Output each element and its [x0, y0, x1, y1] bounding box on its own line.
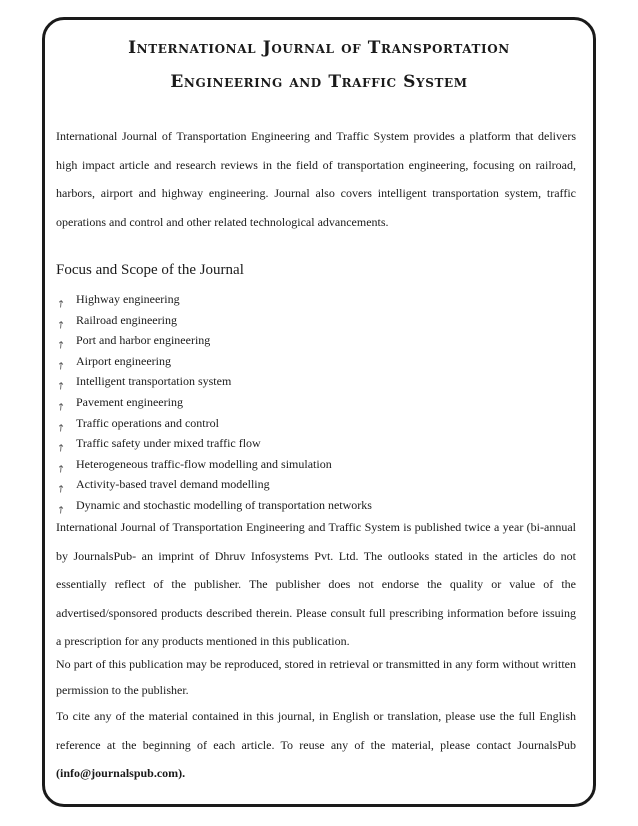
list-item — [56, 289, 576, 310]
arrow-icon: ↗ — [54, 441, 68, 456]
arrow-icon: ↗ — [54, 359, 68, 374]
scope-item-label: Pavement engineering — [76, 394, 183, 409]
list-item — [56, 454, 576, 475]
arrow-icon: ↗ — [54, 482, 68, 497]
copyright-notice — [56, 651, 576, 703]
arrow-icon: ↗ — [54, 338, 68, 353]
publication-line: advertised/sponsored products described therein. Please consult full prescribing information before issuing — [56, 605, 576, 620]
list-item — [56, 371, 576, 392]
publication-line: International Journal of Transportation Engineering and Traffic System is published twice a year (bi-annual — [56, 520, 576, 534]
arrow-icon: ↗ — [54, 503, 68, 518]
list-item — [56, 351, 576, 372]
list-item — [56, 474, 576, 495]
publication-line: by JournalsPub- an imprint of Dhruv Infosystems Pvt. Ltd. The outlooks stated in the articles do not — [56, 548, 576, 563]
journal-title-line-1: International Journal of Transportation — [128, 38, 510, 58]
scope-item-label: Railroad engineering — [76, 312, 177, 327]
citation-line: To cite any of the material contained in this journal, in English or translation, please use the full English — [56, 709, 576, 723]
scope-item-label: Heterogeneous traffic-flow modelling and simulation — [76, 456, 332, 471]
scope-item-label: Intelligent transportation system — [76, 374, 232, 389]
scope-list — [56, 289, 576, 516]
arrow-icon: ↗ — [54, 400, 68, 415]
scope-item-label: Airport engineering — [76, 353, 171, 368]
citation-paragraph — [56, 702, 576, 788]
citation-line: reference at the beginning of each article. To reuse any of the material, please contact JournalsPub — [56, 737, 576, 752]
scope-item-label: Traffic safety under mixed traffic flow — [76, 436, 261, 451]
publication-paragraph — [56, 513, 576, 656]
list-item — [56, 330, 576, 351]
intro-line: International Journal of Transportation Engineering and Traffic System provides a platform that delivers — [56, 129, 576, 143]
scope-heading: Focus and Scope of the Journal — [56, 262, 244, 278]
intro-paragraph — [56, 122, 576, 236]
list-item — [56, 392, 576, 413]
contact-email: (info@journalspub.com). — [56, 766, 186, 780]
list-item — [56, 413, 576, 434]
intro-line: harbors, airport and highway engineering. Journal also covers intelligent transportation system, traffic — [56, 186, 576, 200]
publication-line: essentially reflect of the publisher. The publisher does not endorse the quality or value of the — [56, 577, 576, 591]
arrow-icon: ↗ — [54, 462, 68, 477]
scope-item-label: Port and harbor engineering — [76, 333, 211, 348]
intro-line: operations and control and other related technological advancements. — [56, 214, 389, 229]
notice-line: No part of this publication may be reproduced, stored in retrieval or transmitted in any form without written — [56, 657, 576, 671]
publication-line: a prescription for any products mentioned in this publication. — [56, 634, 350, 648]
scope-item-label: Activity-based travel demand modelling — [76, 477, 270, 492]
journal-title-line-2: Engineering and Traffic System — [170, 72, 468, 92]
scope-item-label: Highway engineering — [76, 292, 180, 306]
arrow-icon: ↗ — [54, 379, 68, 394]
list-item — [56, 310, 576, 331]
scope-item-label: Dynamic and stochastic modelling of transportation networks — [76, 497, 372, 512]
arrow-icon: ↗ — [54, 421, 68, 435]
arrow-icon: ↗ — [54, 297, 68, 312]
notice-line: permission to the publisher. — [56, 683, 189, 697]
list-item — [56, 433, 576, 454]
scope-item-label: Traffic operations and control — [76, 415, 219, 430]
intro-line: high impact article and research reviews in the field of transportation engineering, focusing on railroad, — [56, 157, 576, 172]
arrow-icon: ↗ — [54, 318, 68, 332]
